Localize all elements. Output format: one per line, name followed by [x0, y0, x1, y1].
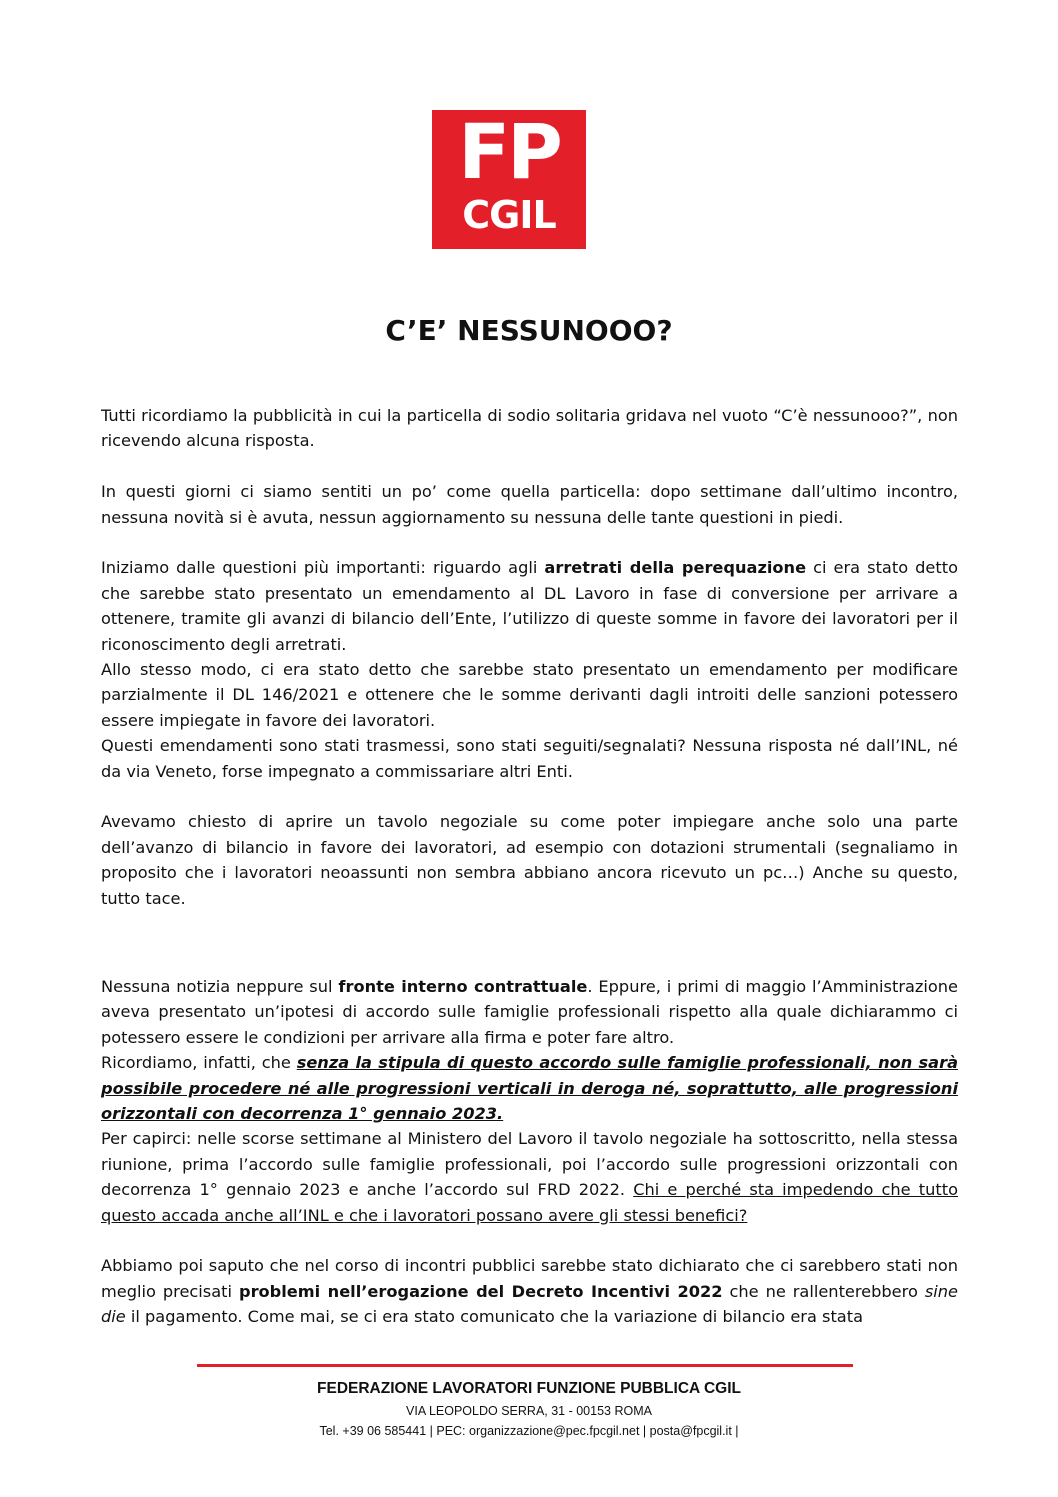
logo-cgil-text: CGIL — [462, 193, 556, 237]
fp-cgil-logo — [432, 107, 586, 249]
paragraph-7: Nessuna notizia neppure sul fronte interno contrattuale. Eppure, i primi di maggio l’Amministrazione aveva presentato un’ipotesi di accordo sulle famiglie professionali rispetto alla quale dichiarammo ci potessero essere le condizioni per arrivare alla firma e poter fare altro. — [101, 977, 959, 1047]
paragraph-1: Tutti ricordiamo la pubblicità in cui la particella di sodio solitaria gridava nel vuoto “C’è nessunooo?”, non ricevendo alcuna risposta. — [101, 406, 958, 451]
paragraph-6: Avevamo chiesto di aprire un tavolo negoziale su come poter impiegare anche solo una parte dell’avanzo di bilancio in favore dei lavoratori, ad esempio con dotazioni strumentali (segnaliamo in proposito che i lavoratori neoassunti non sembra abbiano ancora ricevuto un pc…) Anche su questo, tutto tace. — [101, 812, 958, 908]
paragraph-5: Questi emendamenti sono stati trasmessi, sono stati seguiti/segnalati? Nessuna risposta né dall’INL, né da via Veneto, forse impegnato a commissariare altri Enti. — [101, 736, 958, 781]
footer-address: VIA LEOPOLDO SERRA, 31 - 00153 ROMA — [406, 1404, 652, 1418]
highlight-arretrati: arretrati della perequazione — [544, 558, 807, 578]
paragraph-10: Abbiamo poi saputo che nel corso di incontri pubblici sarebbe stato dichiarato che ci sarebbero stati non meglio precisati problemi nell’erogazione del Decreto Incentivi 2022 che ne rallenterebbero sine die il pagamento. Come mai, se ci era stato comunicato che la variazione di bilancio era stata — [101, 1256, 958, 1327]
highlight-accordo-famiglie: senza la stipula di questo accordo sulle famiglie professionali, non sarà possibile procedere né alle progressioni verticali in deroga né, soprattutto, alle progressioni orizzontali con decorrenza 1° gennaio 2023. — [101, 1053, 958, 1124]
paragraph-2: In questi giorni ci siamo sentiti un po’ come quella particella: dopo settimane dall’ultimo incontro, nessuna novità si è avuta, nessun aggiornamento su nessuna delle tante questioni in piedi. — [101, 482, 958, 527]
footer-contacts: Tel. +39 06 585441 | PEC: organizzazione@pec.fpcgil.net | posta@fpcgil.it | — [319, 1424, 739, 1438]
paragraph-8: Ricordiamo, infatti, che senza la stipula di questo accordo sulle famiglie professionali, non sarà possibile procedere né alle progressioni verticali in deroga né, soprattutto, alle progressioni orizzontali con decorrenza 1° gennaio 2023. — [101, 1053, 958, 1124]
document-body-top — [101, 403, 958, 911]
highlight-decreto-incentivi: problemi nell’erogazione del Decreto Incentivi 2022 — [238, 1281, 723, 1301]
footer-divider — [197, 1364, 853, 1367]
footer-organization: FEDERAZIONE LAVORATORI FUNZIONE PUBBLICA CGIL — [317, 1380, 741, 1397]
document-body-bottom — [101, 974, 958, 1330]
highlight-chi-e-perche: Chi e perché sta impedendo che tutto questo accada anche all’INL e che i lavoratori possano avere gli stessi benefici? — [101, 1180, 958, 1225]
highlight-fronte-interno: fronte interno contrattuale — [338, 977, 588, 996]
paragraph-4: Allo stesso modo, ci era stato detto che sarebbe stato presentato un emendamento per modificare parzialmente il DL 146/2021 e ottenere che le somme derivanti dagli introiti delle sanzioni potessero essere impiegate in favore dei lavoratori. — [101, 660, 958, 730]
paragraph-9: Per capirci: nelle scorse settimane al Ministero del Lavoro il tavolo negoziale ha sottoscritto, nella stessa riunione, prima l’accordo sulle famiglie professionali, poi l’accordo sulle progressioni orizzontali con decorrenza 1° gennaio 2023 e anche l’accordo sul FRD 2022. Chi e perché sta impedendo che tutto questo accada anche all’INL e che i lavoratori possano avere gli stessi benefici? — [101, 1129, 958, 1225]
logo-fp-text: FP — [458, 107, 560, 196]
paragraph-3: Iniziamo dalle questioni più importanti: riguardo agli arretrati della perequazione ci era stato detto che sarebbe stato presentato un emendamento al DL Lavoro in fase di conversione per arrivare a ottenere, tramite gli avanzi di bilancio dell’Ente, l’utilizzo di queste somme in favore dei lavoratori per il riconoscimento degli arretrati. — [101, 558, 958, 654]
page-title: C’E’ NESSUNOOO? — [385, 314, 673, 347]
